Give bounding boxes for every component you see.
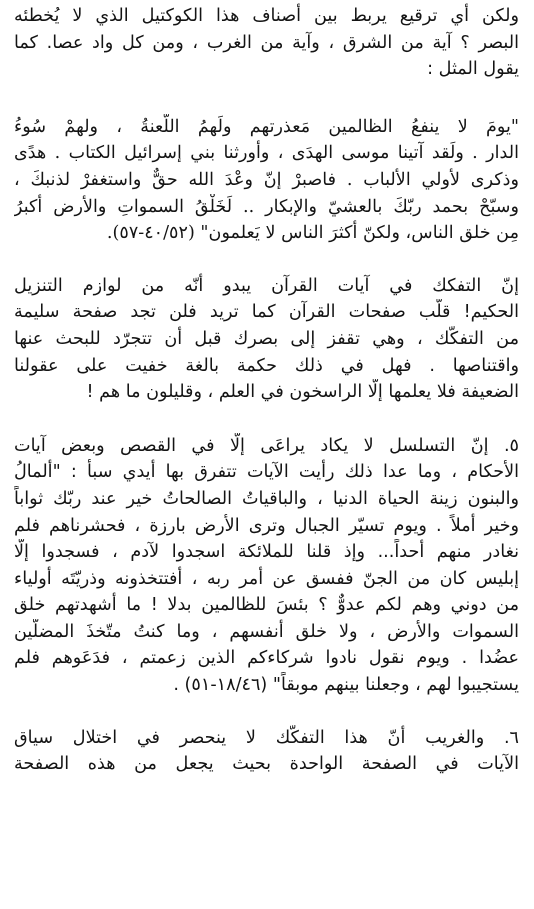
text-line: يستجيبوا لهم ، وجعلنا بينهم موبقاً" (١٨/٤٦-٥١) .: [173, 675, 519, 696]
paragraph-intro: [14, 3, 519, 83]
paragraph-spacer: [14, 83, 519, 114]
paragraph-spacer: [14, 406, 519, 433]
quote-line: الدار . ولَقد آتينا موسى الهدَى ، وأورثنا بني إسرائيل الكتاب . هدًى: [14, 143, 519, 164]
paragraph-disjoint: [14, 273, 519, 406]
paragraph-point-6: [14, 725, 519, 778]
quote-line: مِن خلق الناس، ولكنّ أكثرَ الناس لا يَعلمون" (٤٠/٥٢-٥٧).: [106, 223, 519, 244]
quote-line: وذكرى لأولي الألباب . فاصبرْ إنّ وعْدَ الله حقٌّ واستغفرْ لذنبكَ ،: [14, 169, 519, 190]
text-line: الآيات في الصفحة الواحدة بحيث يجعل من هذه الصفحة: [14, 754, 519, 775]
text-line: إنّ التفكك في آيات القرآن يبدو أنّه من لوازم التنزيل: [14, 275, 519, 296]
text-line: إبليس كان من الجنّ ففسق عن أمر ربه ، أفتتخذونه وذريّتَه أولياء: [14, 568, 519, 589]
text-line: الحكيم! قلّب صفحات القرآن كما تريد فلن تجد صفحة سليمة: [14, 302, 519, 323]
text-line: السموات والأرض ، ولا خلق أنفسهم ، وما كنتُ متّخذَ المضلّين: [14, 621, 519, 642]
text-line: وخير أملاً . ويوم تسيّر الجبال وترى الأرض بارزة ، فحشرناهم فلم: [14, 515, 519, 536]
text-line: عضُدا . ويوم نقول نادوا شركاءكم الذين زعمتم ، فدَعَوهم فلم: [14, 648, 519, 669]
text-line: ٥. إنّ التسلسل لا يكاد يراعَى إلّا في القصص وبعض آيات: [14, 435, 519, 456]
text-line: البصر ؟ آية من الشرق ، وآية من الغرب ، ومن كل واد عصا. كما: [14, 32, 519, 53]
text-line: الأحكام ، وما عدا ذلك رأيت الآيات تتفرق بها أيدي سبأ : "ألمالُ: [14, 462, 519, 483]
text-line: ٦. والغريب أنّ هذا التفكّك لا ينحصر في اختلال سياق: [14, 727, 519, 748]
paragraph-point-5: [14, 433, 519, 699]
text-line: الضعيفة فلا يعلمها إلّا الراسخون في العلم ، وقليلون ما هم !: [86, 382, 519, 403]
quote-line: وسبّحْ بحمد ربّكَ بالعشيّ والإبكار .. لَخَلْقُ السمواتِ والأرض أكبرُ: [14, 196, 519, 217]
text-line: والبنون زينة الحياة الدنيا ، والباقياتُ الصالحاتُ خير عند ربّك ثواباً: [14, 488, 519, 509]
paragraph-spacer: [14, 699, 519, 725]
text-line: يقول المثل :: [427, 59, 519, 80]
text-line: نغادر منهم أحداً... وإذ قلنا للملائكة اسجدوا لآدم ، فسجدوا إلّا: [14, 542, 519, 563]
text-line: من التفكّك ، وهي تقفز إلى بصرك قبل أن تتجرّد للبحث عنها: [14, 328, 519, 349]
text-line: من دوني وهم لكم عدوٌّ ؟ بئسَ للظالمين بدلا ! ما أشهدتهم خلق: [14, 595, 519, 616]
text-line: ولكن أي ترقيع يربط بين أصناف هذا الكوكتيل الذي لا يُخطئه: [14, 6, 519, 26]
document-page: [14, 3, 519, 778]
quote-block: [14, 114, 519, 247]
text-line: واقتناصها . فهل في ذلك حكمة بالغة خفيت على عقولنا: [14, 355, 519, 376]
quote-line: "يومَ لا ينفعُ الظالمين مَعذرتهم ولَهمُ اللّعنةُ ، ولهمْ سُوءُ: [14, 116, 519, 137]
paragraph-spacer: [14, 247, 519, 273]
